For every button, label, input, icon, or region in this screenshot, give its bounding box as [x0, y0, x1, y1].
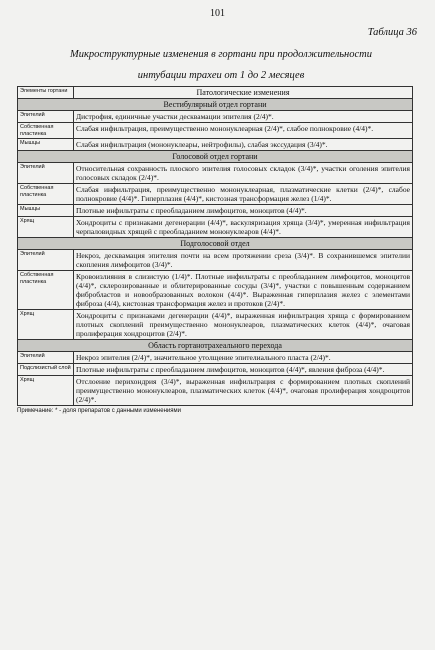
section-header-row — [18, 340, 413, 352]
table-row — [18, 123, 413, 139]
table-row — [18, 217, 413, 238]
table-title-line-1: Микроструктурные изменения в гортани при продолжительности — [69, 49, 373, 60]
section-header-row — [18, 151, 413, 163]
table-row — [18, 271, 413, 310]
section-title: Вестибулярный отдел гортани — [18, 99, 413, 111]
footnote: Примечание: * - доля препаратов с данными изменениями — [17, 408, 181, 414]
tissue-layer-cell: Эпителий — [18, 111, 74, 123]
table-title — [36, 44, 406, 86]
tissue-layer-cell: Мышцы — [18, 205, 74, 217]
column-header-changes: Патологические изменения — [74, 87, 413, 99]
pathology-description-cell: Хондроциты с признаками дегенерации (4/4)*, выраженная инфильтрация хряща с формированием плотных скоплений преимущественно мононуклеаров, плазматических клеток (4/4)*, очаговая пролиферация хондроцитов (2/4)*. — [74, 310, 413, 340]
pathology-description-cell: Слабая инфильтрация, преимущественно мононуклеарная, плазматические клетки (2/4)*, слабое полнокровие (4/4)*. Гиперплазия (4/4)*, кистозная трансформация желез (1/4)*. — [74, 184, 413, 205]
table-row — [18, 250, 413, 271]
pathology-description-cell: Относительная сохранность плоского эпителия голосовых складок (3/4)*, участки оголения эпителия голосовых складок (2/4)*. — [74, 163, 413, 184]
table-row — [18, 111, 413, 123]
table-row — [18, 205, 413, 217]
pathology-description-cell: Дистрофия, единичные участки десквамации эпителия (2/4)*. — [74, 111, 413, 123]
table-body — [18, 99, 413, 406]
tissue-layer-cell: Хрящ — [18, 376, 74, 406]
pathology-description-cell: Кровоизлияния в слизистую (1/4)*. Плотные инфильтраты с преобладанием лимфоцитов, моноцитов (4/4)*, склерозированные и облитерированные сосуды (3/4)*, участки с повышенным содержанием фибробластов и новообразованных волокон (4/4)*. Выраженная гиперплазия желез с элементами фиброза (4/4), кистозная трансформация желез и протоков (2/4)*. — [74, 271, 413, 310]
table-label: Таблица 36 — [367, 27, 417, 38]
tissue-layer-cell: Хрящ — [18, 310, 74, 340]
tissue-layer-cell: Мышцы — [18, 139, 74, 151]
pathology-description-cell: Слабая инфильтрация (мононуклеары, нейтрофилы), слабая экссудация (3/4)*. — [74, 139, 413, 151]
section-title: Область гортанотрахеального перехода — [18, 340, 413, 352]
pathology-description-cell: Плотные инфильтраты с преобладанием лимфоцитов, моноцитов (4/4)*, явления фиброза (4/4)*. — [74, 364, 413, 376]
findings-table — [17, 86, 413, 406]
table-row — [18, 352, 413, 364]
table-row — [18, 310, 413, 340]
column-header-elements: Элементы гортани — [18, 87, 74, 99]
section-title: Голосовой отдел гортани — [18, 151, 413, 163]
table-title-line-2: интубации трахеи от 1 до 2 месяцев — [137, 70, 305, 81]
tissue-layer-cell: Подслизистый слой — [18, 364, 74, 376]
table-row — [18, 184, 413, 205]
pathology-description-cell: Отслоение перихондрия (3/4)*, выраженная инфильтрация с формированием плотных скоплений преимущественно мононуклеаров, плазматических клеток (4/4)*, очаговая пролиферация хондроцитов (2/4)*. — [74, 376, 413, 406]
pathology-description-cell: Хондроциты с признаками дегенерации (4/4)*, васкуляризация хряща (3/4)*, умеренная инфильтрация черпаловидных хрящей с преобладанием мононуклеаров (4/4)*. — [74, 217, 413, 238]
page-number: 101 — [210, 8, 225, 19]
table-row — [18, 364, 413, 376]
table-row — [18, 376, 413, 406]
tissue-layer-cell: Собственная пластинка — [18, 184, 74, 205]
tissue-layer-cell: Собственная пластинка — [18, 271, 74, 310]
pathology-description-cell: Некроз, десквамация эпителия почти на всем протяжении среза (3/4)*. В сохранившемся эпителии скопления лимфоцитов (3/4)*. — [74, 250, 413, 271]
table-header-row — [18, 87, 413, 99]
tissue-layer-cell: Хрящ — [18, 217, 74, 238]
tissue-layer-cell: Собственная пластинка — [18, 123, 74, 139]
tissue-layer-cell: Эпителий — [18, 352, 74, 364]
pathology-description-cell: Слабая инфильтрация, преимущественно мононуклеарная (2/4)*, слабое полнокровие (4/4)*. — [74, 123, 413, 139]
pathology-description-cell: Плотные инфильтраты с преобладанием лимфоцитов, моноцитов (4/4)*. — [74, 205, 413, 217]
table-row — [18, 163, 413, 184]
section-title: Подголосовой отдел — [18, 238, 413, 250]
pathology-description-cell: Некроз эпителия (2/4)*, значительное утолщение эпителиального пласта (2/4)*. — [74, 352, 413, 364]
tissue-layer-cell: Эпителий — [18, 250, 74, 271]
section-header-row — [18, 238, 413, 250]
table-row — [18, 139, 413, 151]
section-header-row — [18, 99, 413, 111]
tissue-layer-cell: Эпителий — [18, 163, 74, 184]
